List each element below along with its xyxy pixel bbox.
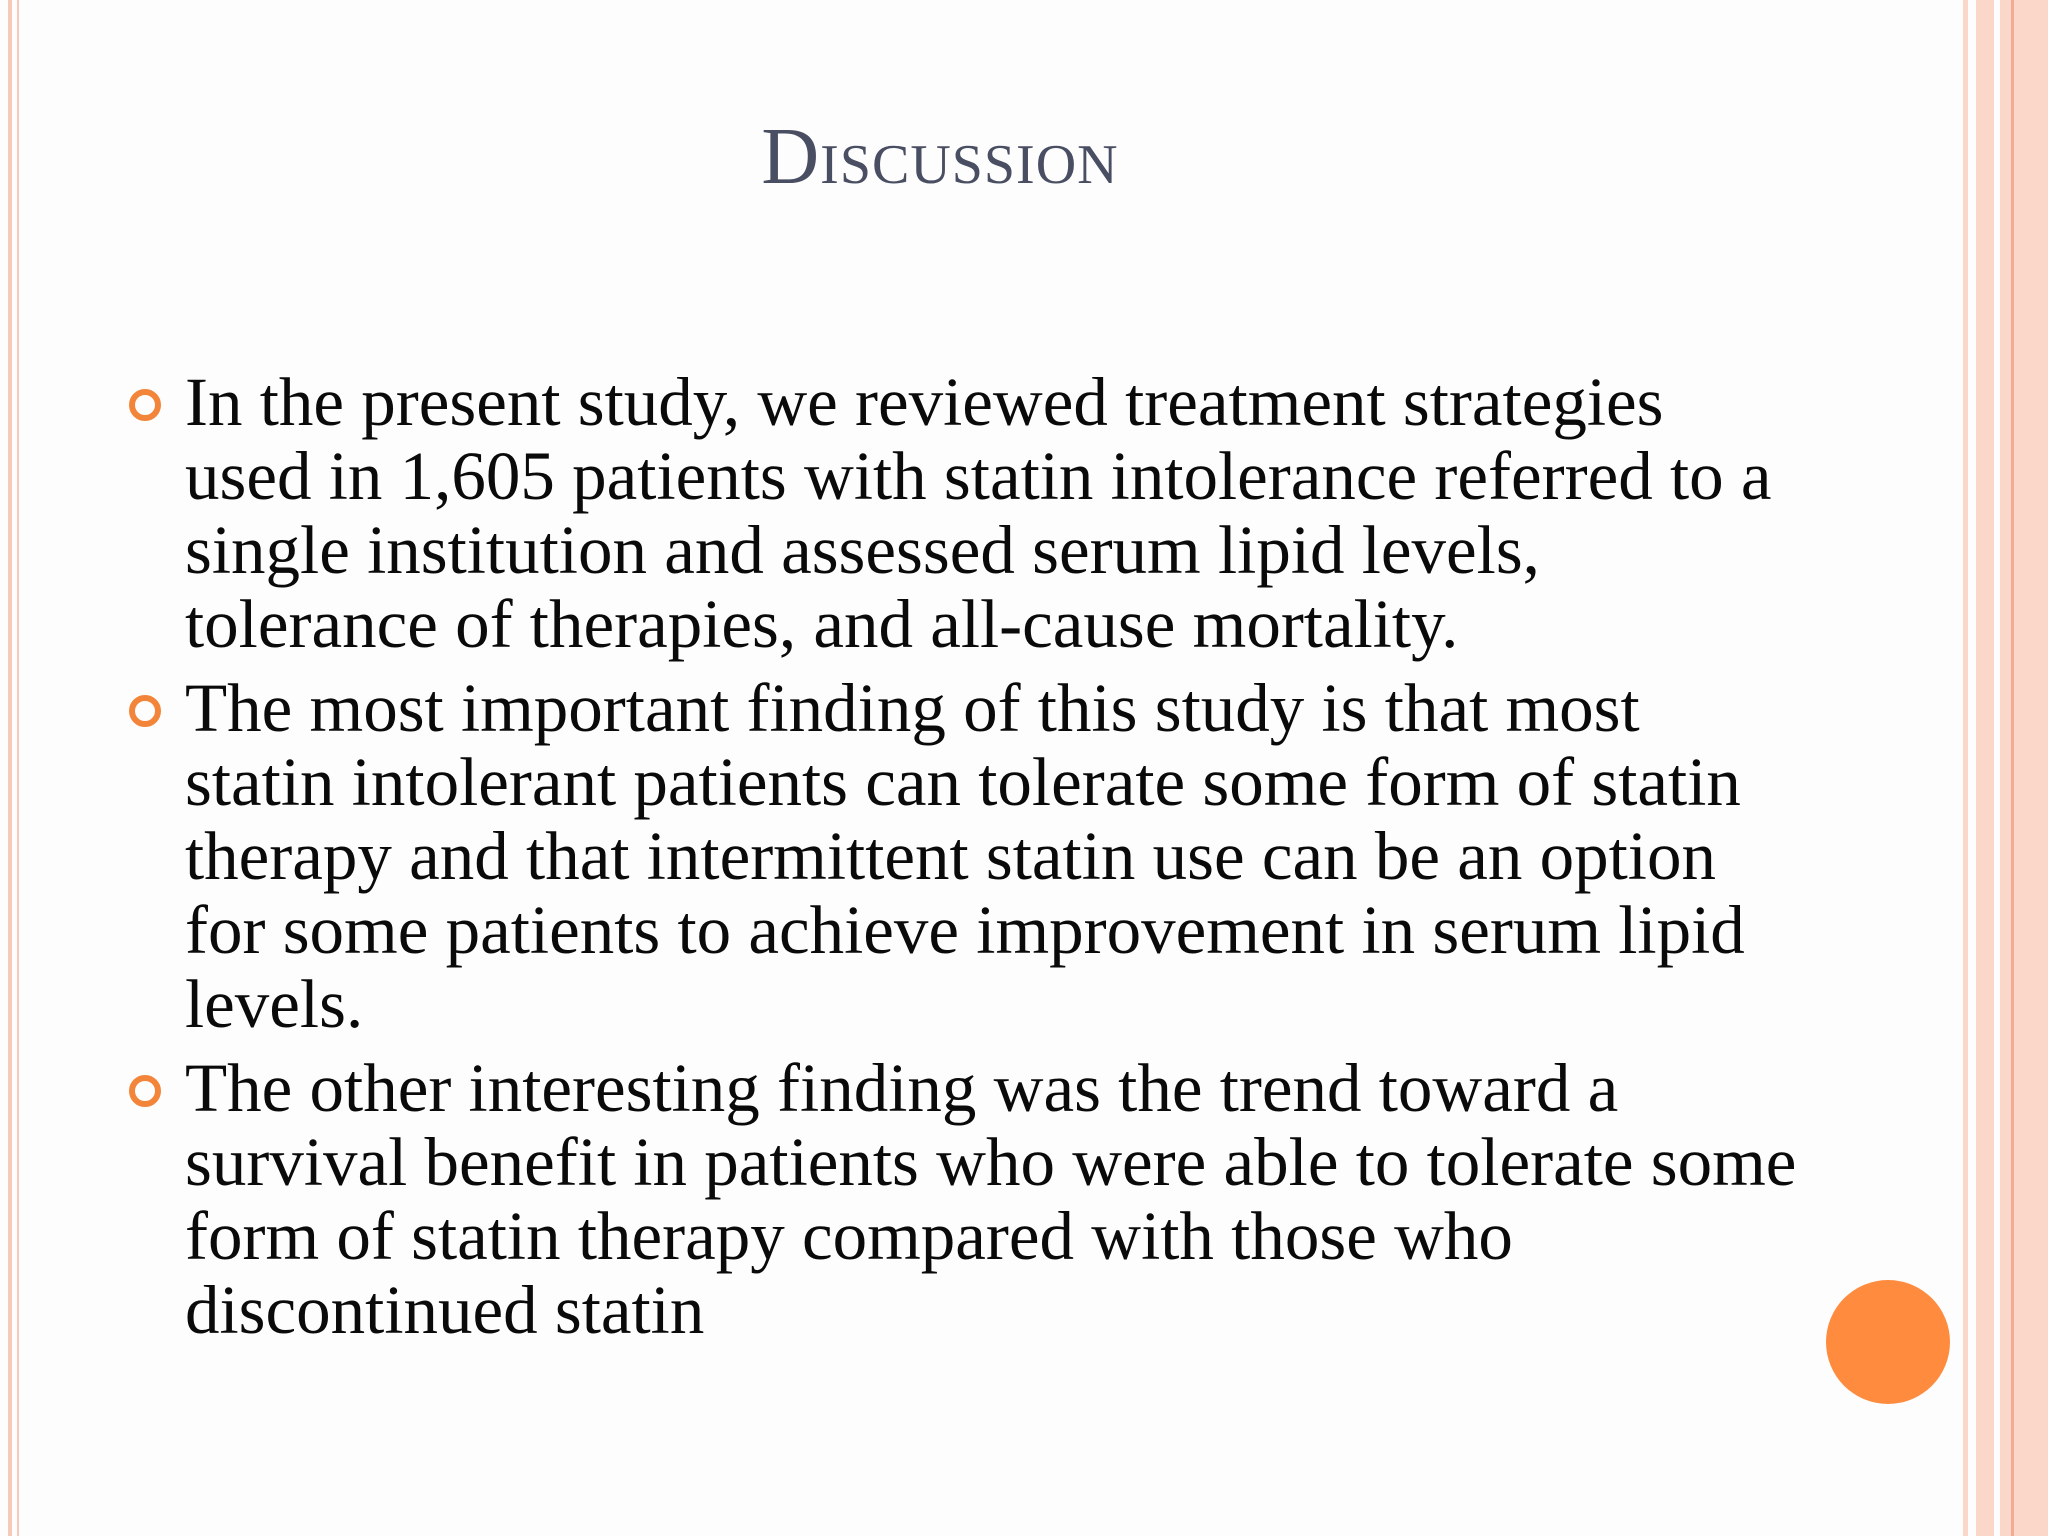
orange-accent-circle: [1826, 1280, 1950, 1404]
bullet-text: In the present study, we reviewed treatment strategies used in 1,605 patients with statin intolerance referred to a single institution and assessed serum lipid levels, tolerance of therapies, and all-cause mortality.: [185, 364, 1772, 662]
bullet-text: The other interesting finding was the trend toward a survival benefit in patients who were able to tolerate some form of statin therapy compared with those who discontinued statin: [185, 1050, 1797, 1348]
hollow-circle-bullet-icon: [129, 695, 161, 727]
right-border-accent-line: [2011, 0, 2014, 1536]
bullet-text: The most important finding of this study is that most statin intolerant patients can tolerate some form of statin therapy and that intermittent statin use can be an option for some patients to achieve improvement in serum lipid levels.: [185, 670, 1745, 1042]
bullet-item: [125, 365, 1805, 661]
right-border-stripe: [1963, 0, 1968, 1536]
bullet-list: [125, 365, 1805, 1357]
slide-title: Discussion: [761, 113, 1119, 201]
hollow-circle-bullet-icon: [129, 1075, 161, 1107]
hollow-circle-bullet-icon: [129, 389, 161, 421]
right-border-stripe: [1976, 0, 1994, 1536]
left-border-line-inner: [17, 0, 19, 1536]
bullet-item: [125, 1051, 1805, 1347]
left-border-line: [8, 0, 12, 1536]
right-border-stripe: [2000, 0, 2048, 1536]
bullet-item: [125, 671, 1805, 1041]
